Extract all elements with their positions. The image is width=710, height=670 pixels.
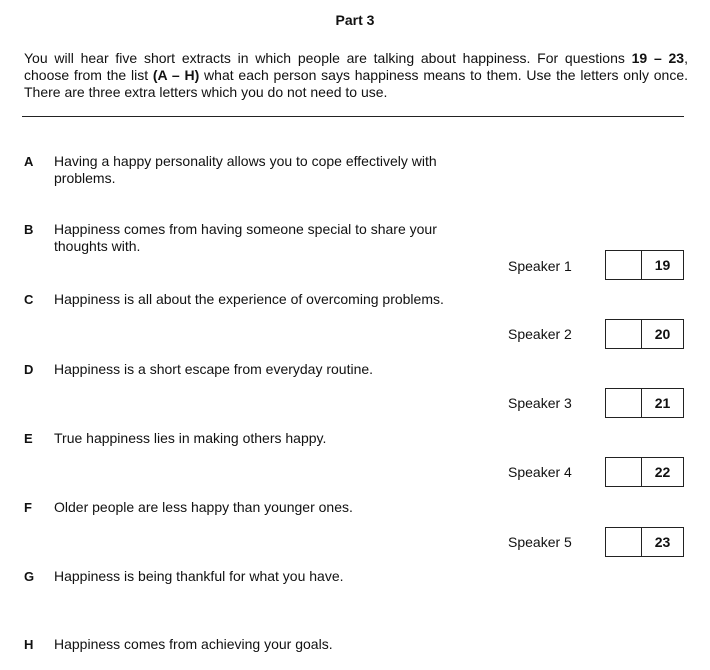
instructions-text-3: what each person says happiness means to them. Use the letters only once. There are three extra letters which you do not need to use. [24,67,688,100]
option-text-f: Older people are less happy than younger ones. [54,499,353,515]
speaker-label-2: Speaker 2 [508,326,572,342]
question-range: 19 – 23 [631,50,685,66]
option-letter-c: C [24,292,34,307]
instructions [24,50,688,101]
option-letter-e: E [24,431,33,446]
option-text-c: Happiness is all about the experience of overcoming problems. [54,291,444,307]
option-letter-b: B [24,222,34,237]
question-number-20: 20 [641,319,684,349]
speaker-label-3: Speaker 3 [508,395,572,411]
option-letter-a: A [24,154,34,169]
option-letter-d: D [24,362,34,377]
speaker-label-5: Speaker 5 [508,534,572,550]
option-letter-g: G [24,569,35,584]
answer-box-19[interactable] [605,250,642,280]
option-text-g: Happiness is being thankful for what you have. [54,568,344,584]
instructions-text-2: , choose from the list [24,50,688,83]
question-number-23: 23 [641,527,684,557]
answer-box-22[interactable] [605,457,642,487]
speaker-label-4: Speaker 4 [508,464,572,480]
answer-box-23[interactable] [605,527,642,557]
question-number-22: 22 [641,457,684,487]
divider [22,116,684,117]
answer-box-20[interactable] [605,319,642,349]
answer-box-21[interactable] [605,388,642,418]
question-number-21: 21 [641,388,684,418]
question-number-19: 19 [641,250,684,280]
option-text-b: Happiness comes from having someone special to share your thoughts with. [54,221,437,254]
option-text-h: Happiness comes from achieving your goals. [54,636,333,652]
option-text-d: Happiness is a short escape from everyday routine. [54,361,374,377]
option-letter-f: F [24,500,32,515]
page-title: Part 3 [335,12,375,28]
instructions-text-1: You will hear five short extracts in which people are talking about happiness. For questions [24,50,632,66]
letter-range: (A – H) [152,67,200,83]
option-text-a: Having a happy personality allows you to cope effectively with problems. [54,153,437,186]
option-letter-h: H [24,637,34,652]
option-text-e: True happiness lies in making others happy. [54,430,327,446]
speaker-label-1: Speaker 1 [508,258,572,274]
